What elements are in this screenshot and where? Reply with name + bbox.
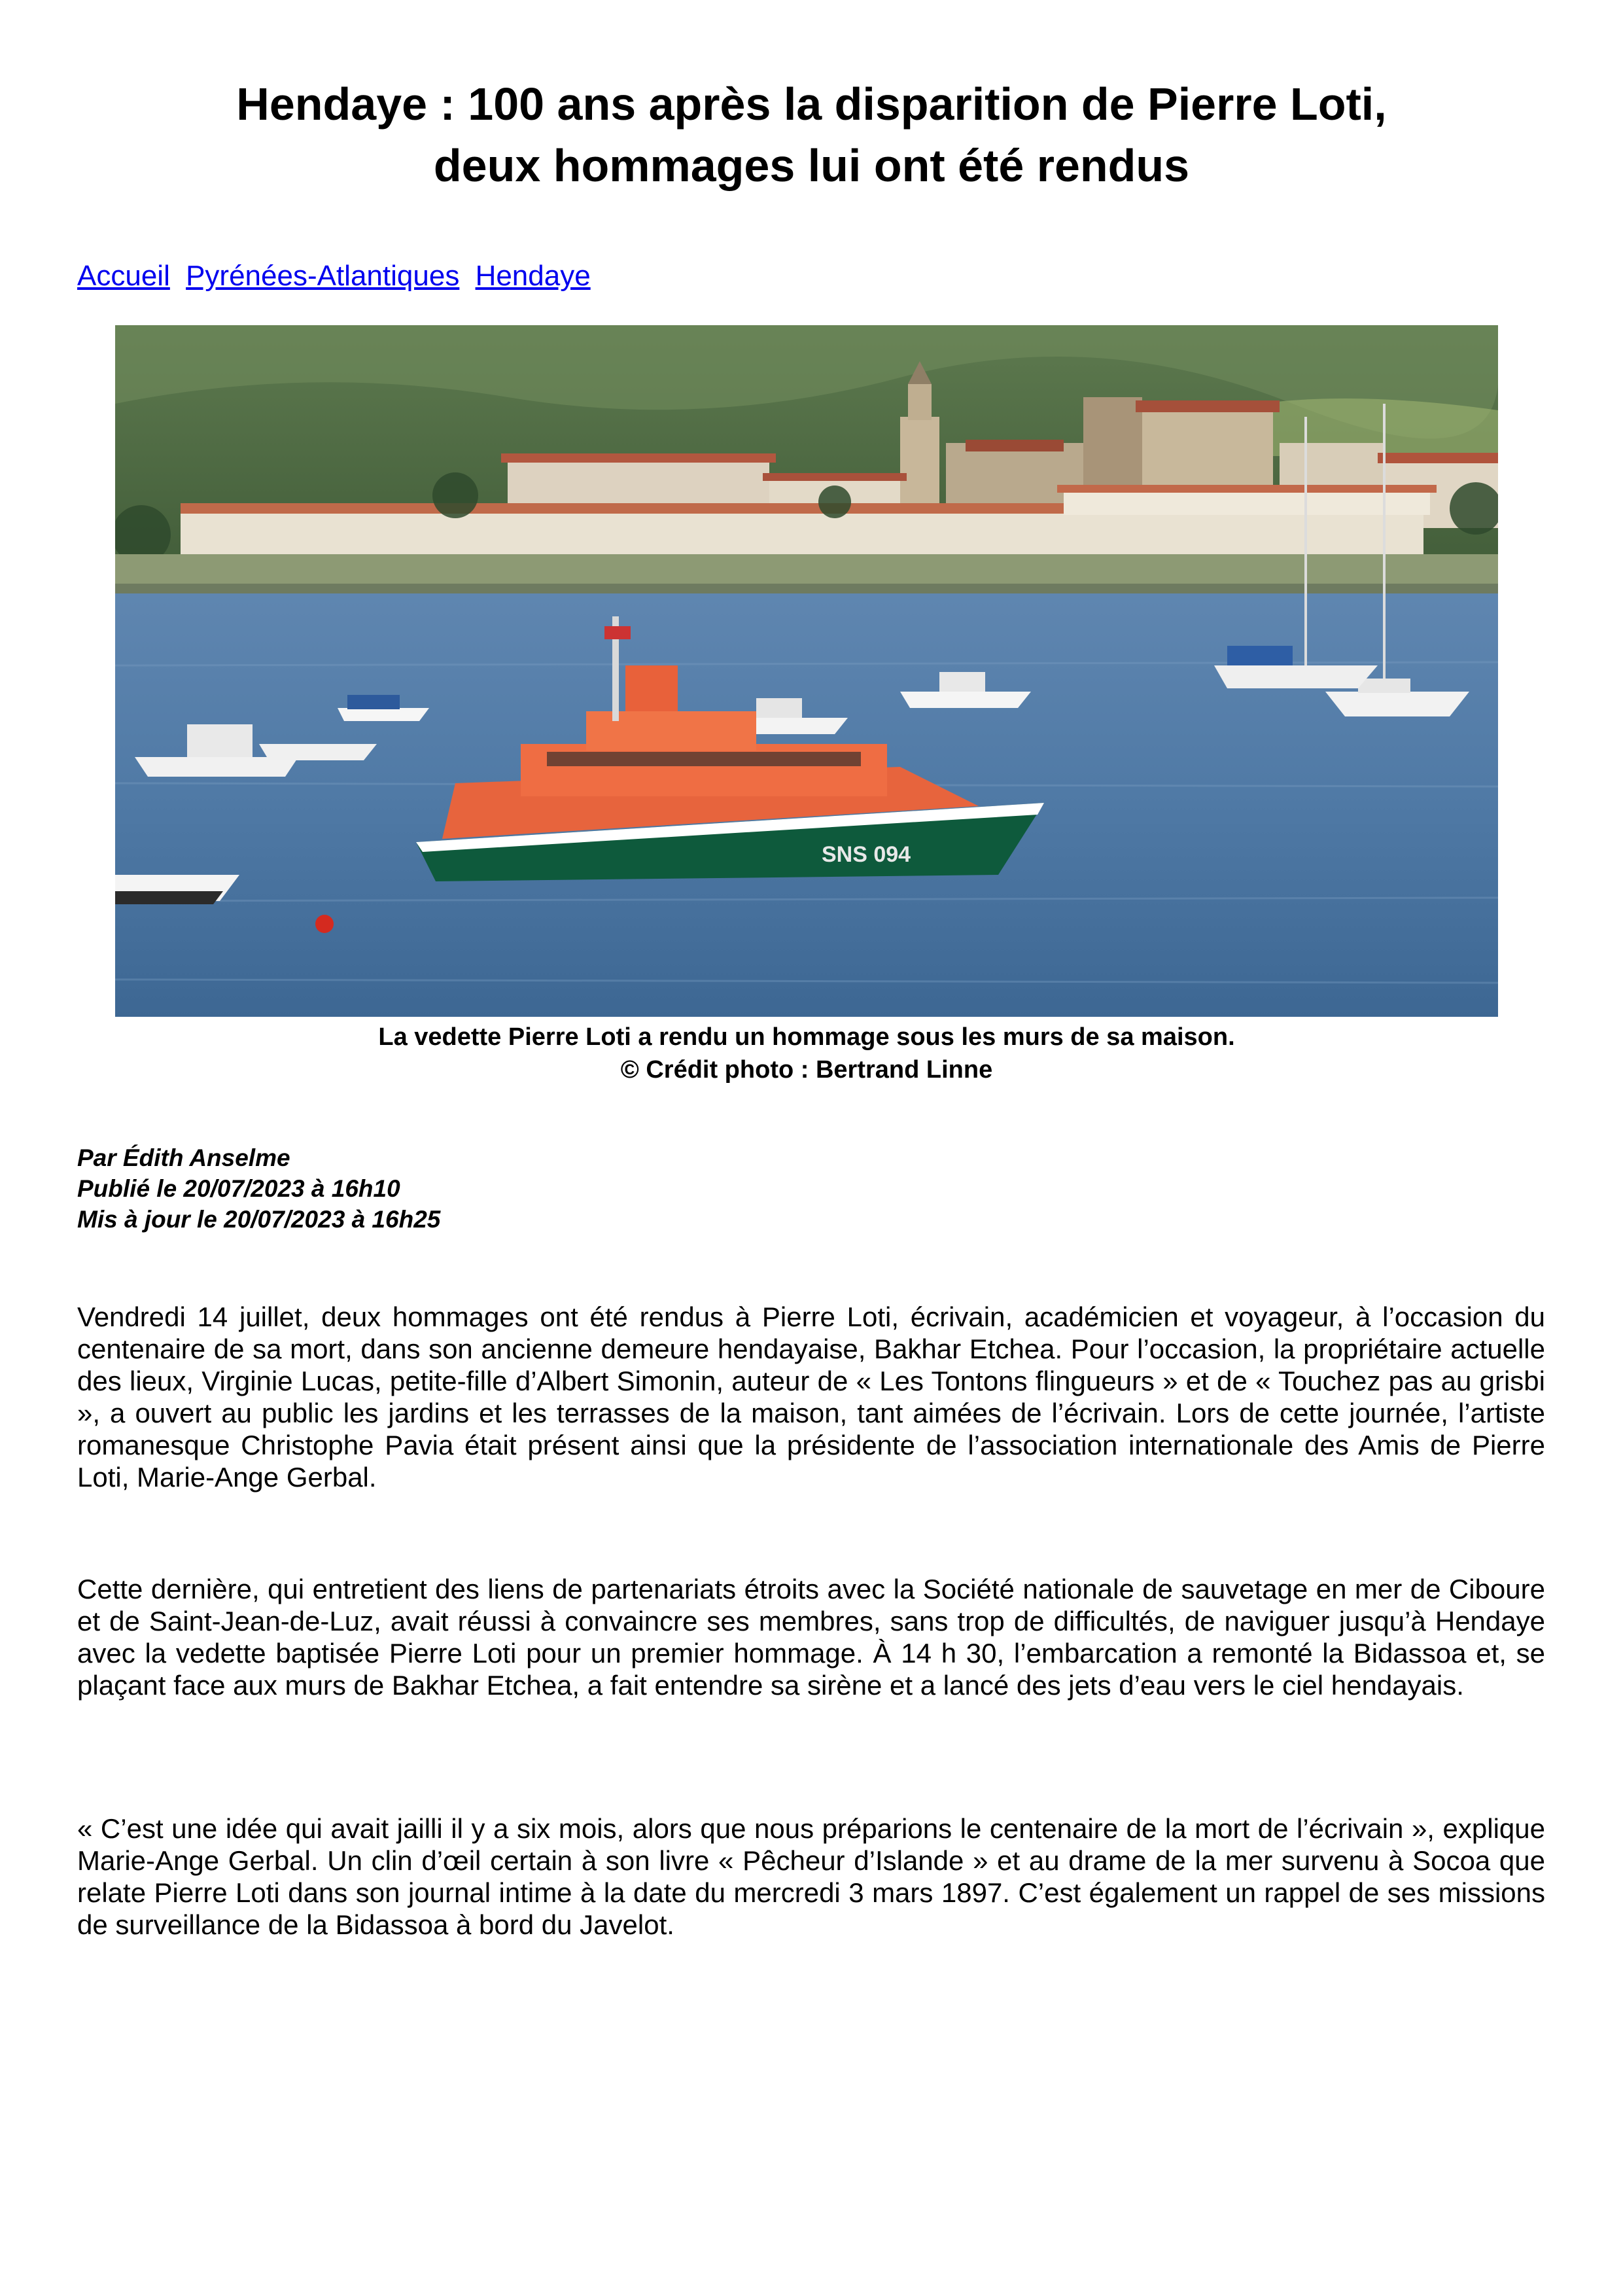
article-meta	[77, 1142, 440, 1235]
buoy	[315, 915, 334, 933]
photo-caption	[115, 1021, 1498, 1086]
photo-credit: © Crédit photo : Bertrand Linne	[620, 1056, 993, 1084]
breadcrumb	[77, 256, 599, 296]
breadcrumb-link-hendaye[interactable]: Hendaye	[475, 260, 591, 292]
body-paragraph-2: Cette dernière, qui entretient des liens de partenariats étroits avec la Société nationale de sauvetage en mer de Ciboure et de Saint-Jean-de-Luz, avait réussi à convaincre ses membres, sans trop de difficultés, de naviguer jusqu’à Hendaye avec la vedette baptisée Pierre Loti pour un premier hommage. À 14 h 30, l’embarcation a remonté la Bidassoa et, se plaçant face aux murs de Bakhar Etchea, a fait entendre sa sirène et a lancé des jets d’eau vers le ciel hendayais.	[77, 1574, 1545, 1701]
article-title-line-2: deux hommages lui ont été rendus	[433, 140, 1190, 191]
body-paragraph-1: Vendredi 14 juillet, deux hommages ont été rendus à Pierre Loti, écrivain, académicien et voyageur, à l’occasion du centenaire de sa mort, dans son ancienne demeure hendayaise, Bakhar Etchea. Pour l’occasion, la propriétaire actuelle des lieux, Virginie Lucas, petite-fille d’Albert Simonin, auteur de « Les Tontons flingueurs » et de « Touchez pas au grisbi », a ouvert au public les jardins et les terrasses de la maison, tant aimées de l’écrivain. Lors de cette journée, l’artiste romanesque Christophe Pavia était présent ainsi que la présidente de l’association internationale des Amis de Pierre Loti, Marie-Ange Gerbal.	[77, 1301, 1545, 1492]
caption-text: La vedette Pierre Loti a rendu un hommage sous les murs de sa maison.	[378, 1023, 1235, 1051]
author-byline: Par Édith Anselme	[77, 1144, 290, 1171]
breadcrumb-link-pyrenees-atlantiques[interactable]: Pyrénées-Atlantiques	[186, 260, 460, 292]
article-title-line-1: Hendaye : 100 ans après la disparition de Pierre Loti,	[236, 79, 1387, 130]
published-date: Publié le 20/07/2023 à 16h10	[77, 1175, 400, 1202]
body-paragraph-3: « C’est une idée qui avait jailli il y a six mois, alors que nous préparions le centenaire de la mort de l’écrivain », explique Marie-Ange Gerbal. Un clin d’œil certain à son livre « Pêcheur d’Islande » et au drame de la mer survenu à Socoa que relate Pierre Loti dans son journal intime à la date du mercredi 3 mars 1897. C’est également un rappel de ses missions de surveillance de la Bidassoa à bord du Javelot.	[77, 1813, 1545, 1940]
breadcrumb-link-accueil[interactable]: Accueil	[77, 260, 170, 292]
article-title	[105, 73, 1518, 196]
updated-date: Mis à jour le 20/07/2023 à 16h25	[77, 1206, 441, 1233]
photo-illustration	[115, 325, 1498, 1017]
article-photo	[115, 325, 1498, 1017]
boat-hull-marking: SNS 094	[822, 842, 911, 867]
